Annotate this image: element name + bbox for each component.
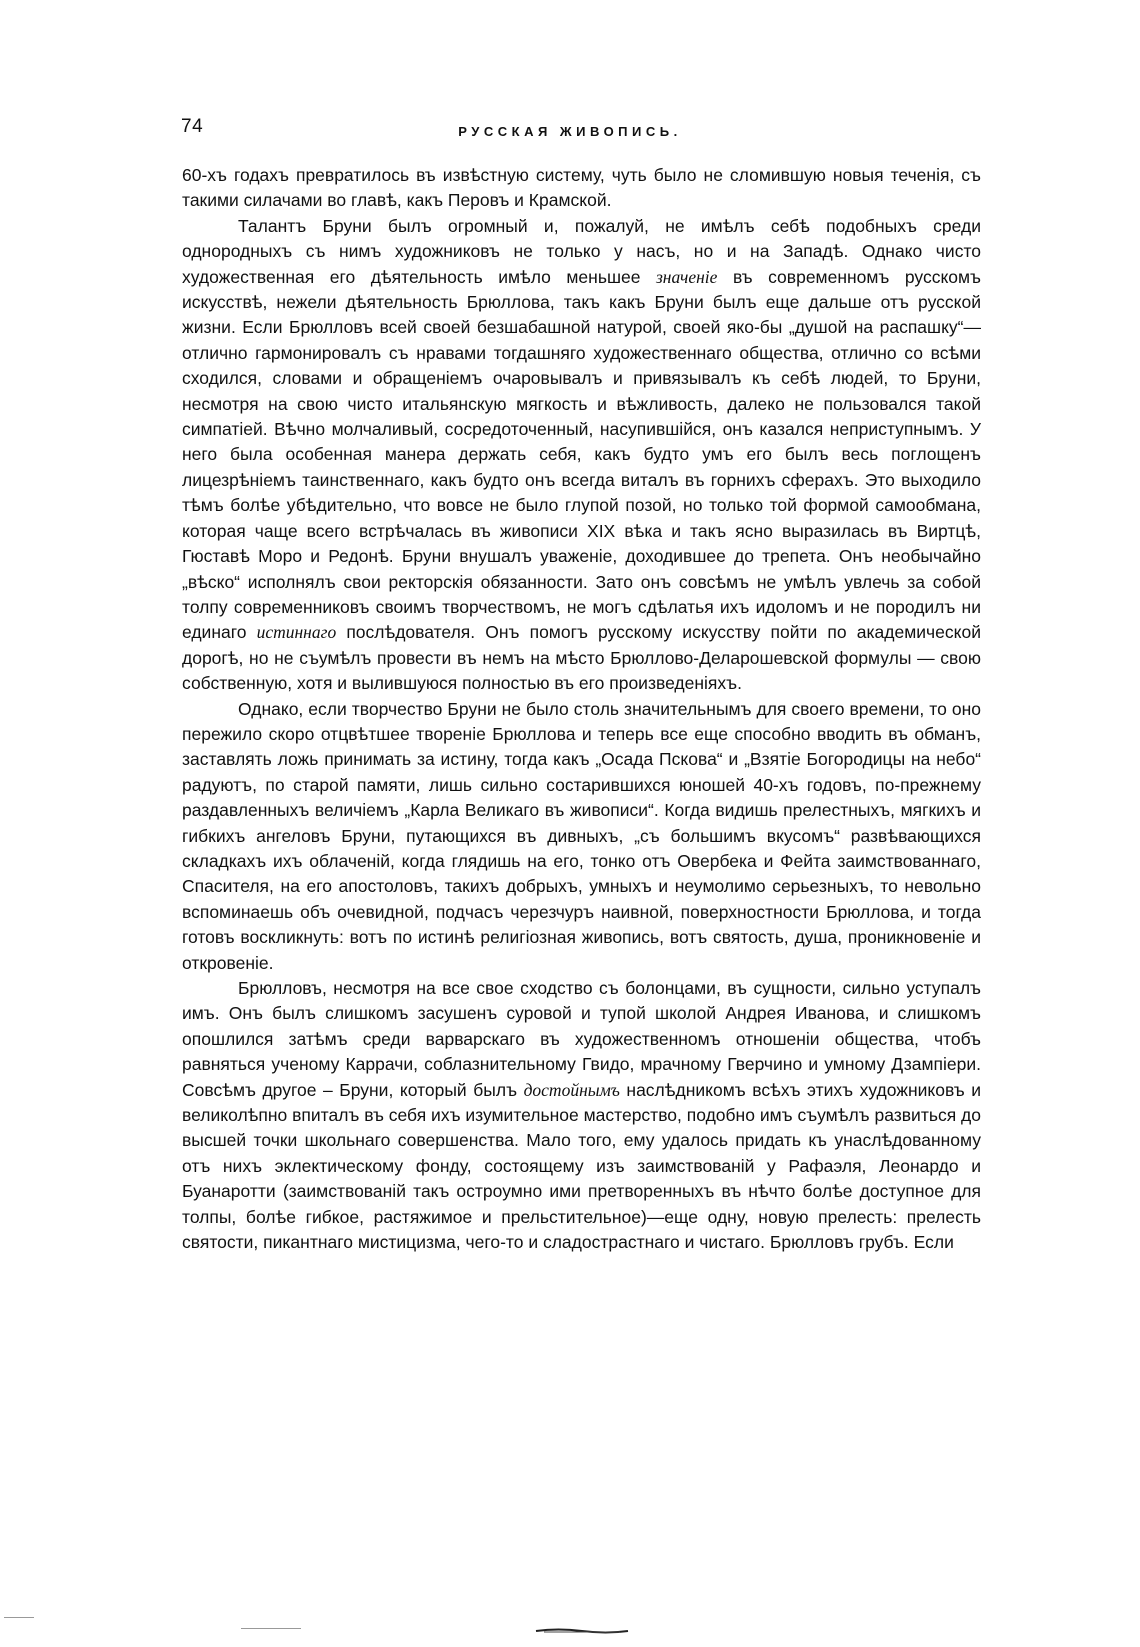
footer-ornament [534,1628,630,1634]
paragraph-1: 60-хъ годахъ превратилось въ извѣстную систему, чуть было не сломившую новыя теченія, съ такими силачами во главѣ, какъ Перовъ и Крамской. [182,165,981,211]
paragraph-2-part-b: въ современномъ русскомъ искусствѣ, нежели дѣятельность Брюллова, такъ какъ Бруни былъ еще дальше отъ русской жизни. Если Брюлловъ всей своей безшабашной натурой, своей яко-бы „душой на распашку“—отлично гармонировалъ съ нравами тогдашняго художественнаго общества, отлично со всѣми сходился, словами и обращеніемъ очаровывалъ и привязывалъ къ себѣ людей, то Бруни, несмотря на свою чисто итальянскую мягкость и вѣжливость, далеко не пользовался такой симпатіей. Вѣчно молчаливый, сосредоточенный, насупившійся, онъ казался неприступнымъ. У него была особенная манера держать себя, какъ будто умъ его былъ весь поглощенъ лицезрѣніемъ таинственнаго, какъ будто онъ всегда виталъ въ горнихъ сферахъ. Это выходило тѣмъ болѣе убѣдительно, что вовсе не было глупой позой, но только той формой самообмана, которая чаще всего встрѣчалась въ живописи XIX вѣка и такъ ясно выразилась въ Виртцѣ, Гюставѣ Моро и Редонѣ. Бруни внушалъ уваженіе, доходившее до трепета. Онъ необычайно „вѣско“ исполнялъ свои ректорскія обязанности. Зато онъ совсѣмъ не умѣлъ увлечь за собой толпу современниковъ своимъ творчествомъ, не могъ сдѣлатья ихъ идоломъ и не породилъ ни единаго [182,266,981,643]
emphasis-istinnago: истиннаго [256,622,337,643]
paragraph-2 [182,214,981,697]
page-number: 74 [181,116,204,137]
paragraph-2-part-a: Талантъ Бруни былъ огромный и, пожалуй, не имѣлъ себѣ подобныхъ среди однородныхъ съ нимъ художниковъ не только у насъ, но и на Западѣ. Однако чисто художественная его дѣятельность имѣло меньшее [182,215,981,287]
paragraph-4-part-a: Брюлловъ, несмотря на все свое сходство съ болонцами, въ сущности, сильно уступалъ имъ. Онъ былъ слишкомъ засушенъ суровой и тупой школой Андрея Иванова, и слишкомъ опошлился затѣмъ среди варварскаго въ художественномъ отношеніи общества, чтобъ равняться ученому Каррачи, соблазнительному Гвидо, мрачному Гверчино и умному Дзампіери. Совсѣмъ другое – Бруни, который былъ [182,978,981,1100]
paragraph-4 [182,976,981,1255]
paragraph-2-part-c: послѣдователя. Онъ помогъ русскому искусству пойти по академической дорогѣ, но не съумѣлъ провести въ немъ на мѣсто Брюллово-Деларошевской формулы — свою собственную, хотя и вылившуюся полностью въ его произведеніяхъ. [182,622,981,694]
paragraph-4-part-b: наслѣдникомъ всѣхъ этихъ художниковъ и великолѣпно впиталъ въ себя ихъ изумительное мастерство, подобно имъ съумѣлъ развиться до высшей точки школьнаго совершенства. Мало того, ему удалось придать къ унаслѣдованному отъ нихъ эклектическому фонду, состоящему изъ заимствованій у Рафаэля, Леонардо и Буанаротти (заимствованій такъ остроумно ими претворенныхъ въ нѣчто болѣе доступное для толпы, болѣе гибкое, растяжимое и прельстительное)—еще одну, новую прелесть: прелесть святости, пикантнаго мистицизма, чего-то и сладострастнаго и чистаго. Брюлловъ грубъ. Если [182,1079,981,1253]
body-text [182,163,981,1255]
scan-speck [4,1617,34,1618]
paragraph-3: Однако, если творчество Бруни не было столь значительнымъ для своего времени, то оно пережило скоро отцвѣтшее твореніе Брюллова и теперь все еще способно вводить въ обманъ, заставлять ложь принимать за истину, тогда какъ „Осада Пскова“ и „Взятіе Богородицы на небо“ радуютъ, по старой памяти, лишь сильно состарившихся юношей 40-хъ годовъ, по-прежнему раздавленныхъ величіемъ „Карла Великаго въ живописи“. Когда видишь прелестныхъ, мягкихъ и гибкихъ ангеловъ Бруни, путающихся въ дивныхъ, „съ большимъ вкусомъ“ развѣвающихся складкахъ ихъ облаченій, когда глядишь на его, тонко отъ Овербека и Фейта заимствованнаго, Спасителя, на его апостоловъ, такихъ добрыхъ, умныхъ и неумолимо серьезныхъ, то невольно вспоминаешь объ очевидной, подчасъ черезчуръ наивной, поверхностности Брюллова, и тогда готовъ воскликнуть: вотъ по истинѣ религіозная живопись, вотъ святость, душа, проникновеніе и откровеніе. [182,698,981,973]
running-title: РУССКАЯ ЖИВОПИСЬ. [458,124,682,139]
scan-speck [241,1628,301,1629]
emphasis-znachenie: значеніе [655,266,718,287]
emphasis-dostoinym: достойнымъ [523,1079,620,1100]
